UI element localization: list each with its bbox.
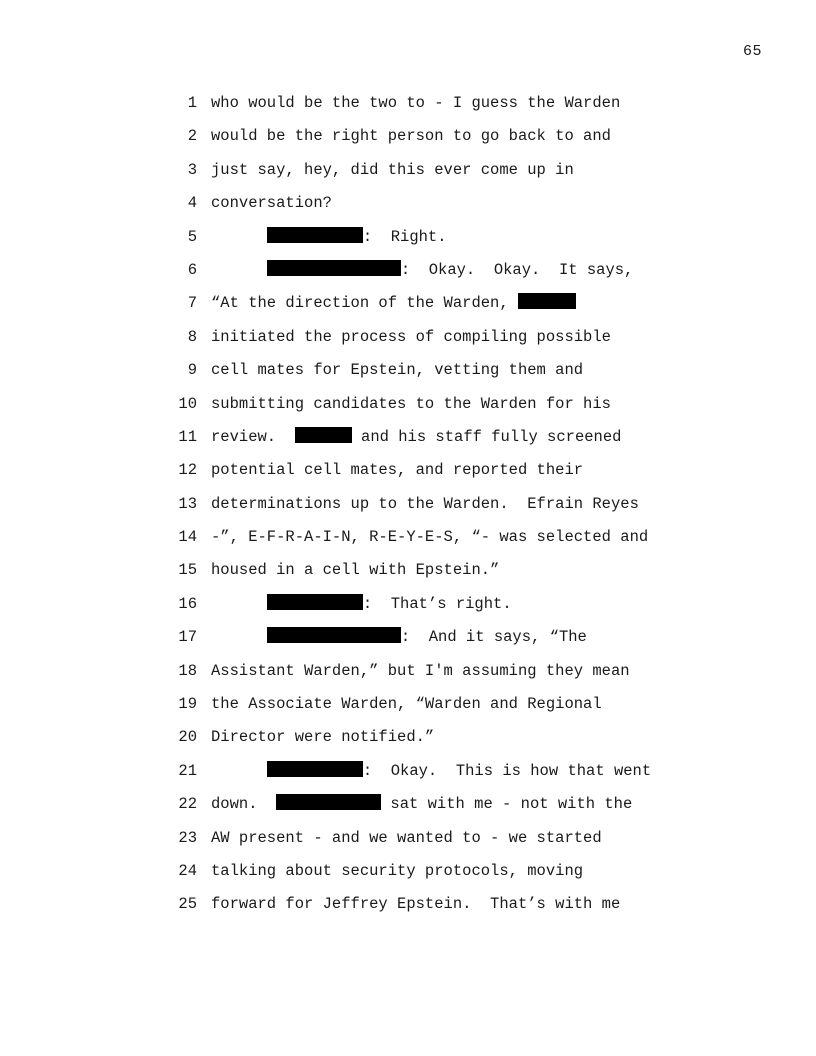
transcript-line — [0, 557, 816, 590]
transcript-line — [0, 224, 816, 257]
line-number: 18 — [178, 661, 197, 680]
line-text — [211, 791, 632, 817]
line-text-segment — [211, 762, 267, 780]
line-number: 12 — [178, 461, 197, 480]
transcript-line — [0, 825, 816, 858]
line-number: 25 — [178, 895, 197, 914]
line-text — [211, 524, 648, 550]
line-text — [211, 825, 602, 851]
transcript-line — [0, 491, 816, 524]
transcript-line — [0, 758, 816, 791]
transcript-line — [0, 524, 816, 557]
redaction-block — [295, 427, 352, 443]
redaction-block — [276, 794, 381, 810]
line-text — [211, 457, 583, 483]
line-text-segment: cell mates for Epstein, vetting them and — [211, 361, 584, 380]
transcript-line — [0, 257, 816, 290]
line-text — [211, 357, 583, 383]
line-text — [211, 123, 611, 149]
line-text-segment — [211, 228, 267, 246]
line-text — [211, 758, 651, 784]
line-text — [211, 90, 620, 116]
transcript-line — [0, 658, 816, 691]
line-text — [211, 224, 447, 250]
line-number: 21 — [178, 761, 197, 780]
line-text-segment: potential cell mates, and reported their — [211, 461, 584, 480]
line-text-segment: who would be the two to - I guess the Warden — [211, 94, 621, 112]
transcript-line — [0, 90, 816, 123]
line-text — [211, 624, 587, 650]
transcript-body — [0, 90, 816, 925]
line-text-segment: housed in a cell with Epstein.” — [211, 561, 500, 580]
line-text — [211, 324, 611, 350]
line-text-segment: review. — [211, 427, 295, 446]
line-text — [211, 858, 583, 884]
line-text-segment: : Okay. Okay. It says, — [400, 260, 634, 279]
redaction-block — [267, 260, 401, 276]
line-text-segment: “At the direction of the Warden, — [211, 294, 518, 313]
line-number: 8 — [187, 327, 197, 346]
line-number: 17 — [178, 628, 197, 647]
line-text-segment: : Right. — [362, 227, 447, 246]
line-text — [211, 691, 602, 717]
line-number: 2 — [187, 127, 197, 146]
line-number: 23 — [178, 828, 197, 847]
line-text-segment: would be the right person to go back to and — [211, 127, 611, 146]
line-number: 7 — [187, 294, 197, 313]
transcript-line — [0, 724, 816, 757]
redaction-block — [267, 761, 363, 777]
line-text-segment: AW present - and we wanted to - we started — [211, 828, 602, 847]
line-text-segment: talking about security protocols, moving — [211, 861, 584, 880]
transcript-line — [0, 457, 816, 490]
line-text — [211, 891, 620, 917]
transcript-line — [0, 858, 816, 891]
line-text-segment — [211, 261, 267, 279]
redaction-block — [267, 627, 401, 643]
line-text-segment: submitting candidates to the Warden for his — [211, 394, 611, 413]
transcript-line — [0, 424, 816, 457]
transcript-line — [0, 791, 816, 824]
line-number: 11 — [178, 427, 197, 446]
line-number: 1 — [187, 94, 197, 112]
line-text-segment: conversation? — [211, 194, 332, 213]
page-number: 65 — [742, 43, 762, 60]
transcript-line — [0, 891, 816, 924]
line-text-segment: Assistant Warden,” but I'm assuming they mean — [211, 661, 630, 680]
line-text-segment: initiated the process of compiling possible — [211, 327, 611, 346]
line-text-segment: Director were notified.” — [211, 728, 435, 747]
line-number: 6 — [187, 260, 197, 279]
line-text-segment: : Okay. This is how that went — [362, 761, 652, 780]
transcript-line — [0, 123, 816, 156]
line-text-segment: the Associate Warden, “Warden and Regional — [211, 695, 602, 714]
line-text-segment: : That’s right. — [362, 594, 512, 613]
line-number: 9 — [187, 361, 197, 380]
line-text — [211, 724, 434, 750]
transcript-line — [0, 591, 816, 624]
line-text-segment: : And it says, “The — [400, 628, 587, 647]
line-text-segment: just say, hey, did this ever come up in — [211, 160, 574, 179]
line-number: 13 — [178, 494, 197, 513]
line-text — [211, 190, 332, 216]
transcript-line — [0, 290, 816, 323]
line-text-segment — [211, 628, 267, 646]
transcript-line — [0, 190, 816, 223]
line-text — [211, 591, 512, 617]
redaction-block — [267, 227, 363, 243]
line-text-segment: determinations up to the Warden. Efrain Reyes — [211, 494, 639, 513]
line-number: 24 — [178, 861, 197, 880]
line-text — [211, 157, 574, 183]
line-number: 4 — [187, 194, 197, 213]
line-number: 3 — [187, 160, 197, 179]
line-number: 16 — [178, 594, 197, 613]
line-text — [211, 391, 611, 417]
line-number: 14 — [178, 528, 197, 547]
line-text — [211, 658, 630, 684]
transcript-line — [0, 324, 816, 357]
line-number: 20 — [178, 728, 197, 747]
line-text — [211, 557, 499, 583]
redaction-block — [518, 293, 576, 309]
line-text-segment: forward for Jeffrey Epstein. That’s with me — [211, 895, 621, 914]
line-text-segment — [211, 595, 267, 613]
line-text-segment: sat with me - not with the — [381, 795, 633, 814]
line-text — [211, 424, 621, 450]
transcript-line — [0, 691, 816, 724]
redaction-block — [267, 594, 363, 610]
transcript-line — [0, 157, 816, 190]
transcript-line — [0, 357, 816, 390]
line-text — [211, 257, 633, 283]
line-number: 10 — [178, 394, 197, 413]
transcript-line — [0, 624, 816, 657]
transcript-line — [0, 391, 816, 424]
line-text-segment: -”, E-F-R-A-I-N, R-E-Y-E-S, “- was selected and — [211, 528, 649, 547]
line-text — [211, 491, 639, 517]
line-number: 19 — [178, 695, 197, 714]
line-text-segment: down. — [211, 795, 277, 814]
line-text-segment: and his staff fully screened — [351, 427, 622, 446]
line-number: 15 — [178, 561, 197, 580]
line-number: 5 — [187, 227, 197, 246]
line-text — [211, 290, 576, 316]
line-number: 22 — [178, 795, 197, 814]
